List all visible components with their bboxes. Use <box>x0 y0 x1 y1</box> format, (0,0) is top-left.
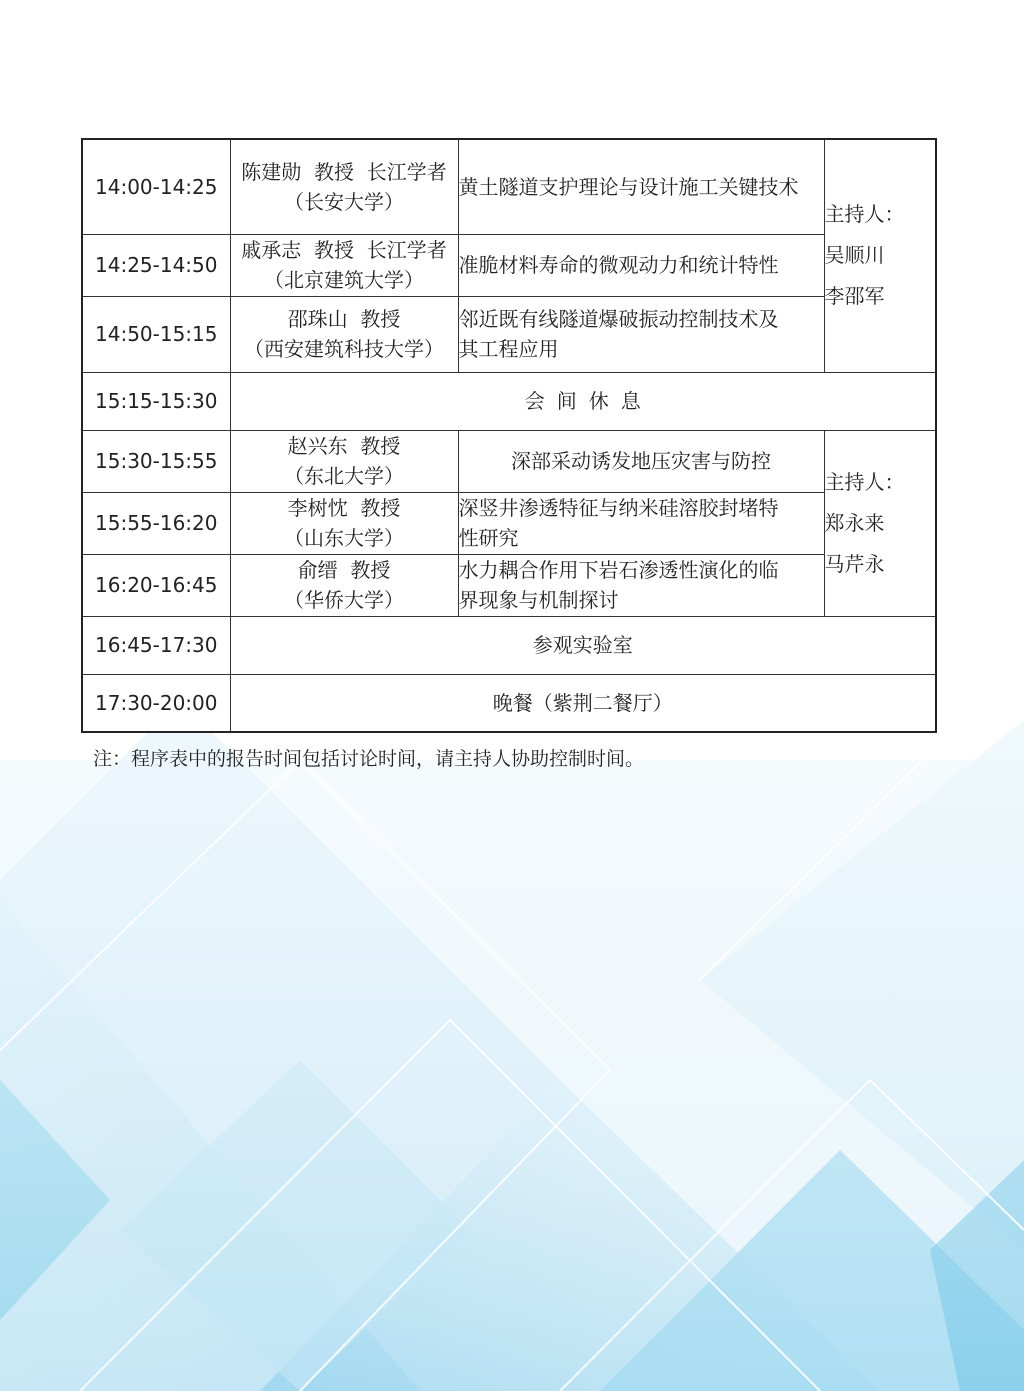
speaker-name: 李树忱 教授 <box>287 496 401 520</box>
table-row <box>82 674 936 732</box>
topic-line: 其工程应用 <box>458 337 559 361</box>
host-name: 李邵军 <box>824 284 885 309</box>
host-cell <box>824 430 936 616</box>
host-heading: 主持人： <box>824 202 905 227</box>
time-cell: 16:45-17:30 <box>82 616 230 674</box>
speaker-cell <box>230 492 458 554</box>
table-row <box>82 554 936 616</box>
break-label: 会间休息 <box>524 389 653 413</box>
table-row <box>82 139 936 234</box>
table-row <box>82 430 936 492</box>
speaker-affiliation: （西安建筑科技大学） <box>244 337 444 361</box>
speaker-affiliation: （北京建筑大学） <box>264 268 424 292</box>
speaker-affiliation: （华侨大学） <box>284 588 404 612</box>
topic-cell <box>458 554 824 616</box>
speaker-affiliation: （东北大学） <box>284 464 404 488</box>
topic-cell: 准脆材料寿命的微观动力和统计特性 <box>458 234 824 296</box>
topic-line: 邻近既有线隧道爆破振动控制技术及 <box>458 307 779 331</box>
topic-line: 性研究 <box>458 526 519 550</box>
time-cell: 14:25-14:50 <box>82 234 230 296</box>
speaker-affiliation: （山东大学） <box>284 526 404 550</box>
speaker-name: 俞缙 教授 <box>297 558 391 582</box>
speaker-name: 赵兴东 教授 <box>287 434 401 458</box>
speaker-name: 陈建勋 教授 长江学者 <box>241 159 447 184</box>
topic-line: 界现象与机制探讨 <box>458 588 619 612</box>
topic-line: 深竖井渗透特征与纳米硅溶胶封堵特 <box>458 496 779 520</box>
time-cell: 17:30-20:00 <box>82 674 230 732</box>
host-name: 郑永来 <box>824 510 885 535</box>
table-row <box>82 372 936 430</box>
table-row <box>82 616 936 674</box>
host-name: 吴顺川 <box>824 243 885 268</box>
speaker-name: 戚承志 教授 长江学者 <box>241 238 447 262</box>
speaker-cell <box>230 554 458 616</box>
time-cell: 15:55-16:20 <box>82 492 230 554</box>
speaker-affiliation: （长安大学） <box>284 189 404 214</box>
speaker-name: 邵珠山 教授 <box>287 307 401 331</box>
time-cell: 15:15-15:30 <box>82 372 230 430</box>
host-heading: 主持人： <box>824 469 905 494</box>
host-name: 马芹永 <box>824 551 885 576</box>
speaker-cell <box>230 430 458 492</box>
footnote: 注：程序表中的报告时间包括讨论时间，请主持人协助控制时间。 <box>93 748 645 770</box>
topic-line: 水力耦合作用下岩石渗透性演化的临 <box>458 558 779 582</box>
time-cell: 14:00-14:25 <box>82 139 230 234</box>
host-cell <box>824 139 936 372</box>
program-table <box>81 138 937 733</box>
table-row <box>82 234 936 296</box>
break-cell <box>230 372 936 430</box>
topic-cell: 深部采动诱发地压灾害与防控 <box>458 430 824 492</box>
topic-cell: 黄土隧道支护理论与设计施工关键技术 <box>458 139 824 234</box>
time-cell: 16:20-16:45 <box>82 554 230 616</box>
time-cell: 14:50-15:15 <box>82 296 230 372</box>
topic-cell <box>458 492 824 554</box>
speaker-cell <box>230 234 458 296</box>
activity-cell: 晚餐（紫荆二餐厅） <box>230 674 936 732</box>
table-row <box>82 296 936 372</box>
time-cell: 15:30-15:55 <box>82 430 230 492</box>
activity-cell: 参观实验室 <box>230 616 936 674</box>
speaker-cell <box>230 139 458 234</box>
topic-cell <box>458 296 824 372</box>
table-row <box>82 492 936 554</box>
speaker-cell <box>230 296 458 372</box>
